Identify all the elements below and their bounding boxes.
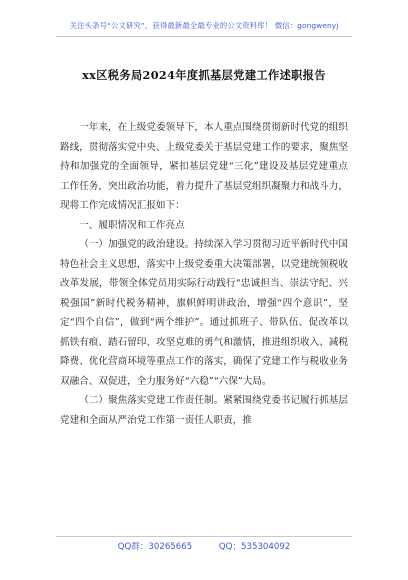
footer-divider [56,536,352,537]
document-body [60,118,348,430]
document-title: xx区税务局2024年度抓基层党建工作述职报告 [82,68,326,82]
qq-group: QQ群：30265665 [117,542,193,552]
header-notice: 关注头条号“公文研究”，获得最新最全最专业的公文资料库！ 微信：gongwenyj [69,21,339,30]
paragraph-responsibility: （二）聚焦落实党建工作责任制。紧紧围绕党委书记履行抓基层党建和全面从严治党工作第一责任人职责，推 [60,395,348,426]
qq-number: QQ：535304092 [218,542,291,552]
section-heading: 一、履职情况和工作亮点 [79,219,185,231]
paragraph-intro: 一年来，在上级党委领导下，本人重点围绕贯彻新时代党的组织路线，贯彻落实党中央、上级党委关于基层党建工作的要求，聚焦坚持和加强党的全面领导，紧扣基层党建“三化”建设及基层党建重点工作任务，突出政治功能，着力提升了基层党组织凝聚力和战斗力，现将工作完成情况汇报如下： [60,122,348,211]
header-divider [56,36,352,37]
paragraph-political: （一）加强党的政治建设。持续深入学习贯彻习近平新时代中国特色社会主义思想，落实中上级党委重大决策部署，以党建统领税收改革发展，带领全体党员用实际行动践行“忠诚担当、崇法守纪、兴税强国”新时代税务精神，旗帜鲜明讲政治，增强“四个意识”，坚定“四个自信”，做到“两个维护”。通过抓班子、带队伍、促改革以抓铁有痕、踏石留印、攻坚克难的勇气和激情，推进组织收入、减税降费、优化营商环境等重点工作的落实，确保了党建工作与税收业务双融合、双促进，全力服务好“六稳”“六保”大局。 [60,239,348,387]
footer-contact [0,540,408,552]
